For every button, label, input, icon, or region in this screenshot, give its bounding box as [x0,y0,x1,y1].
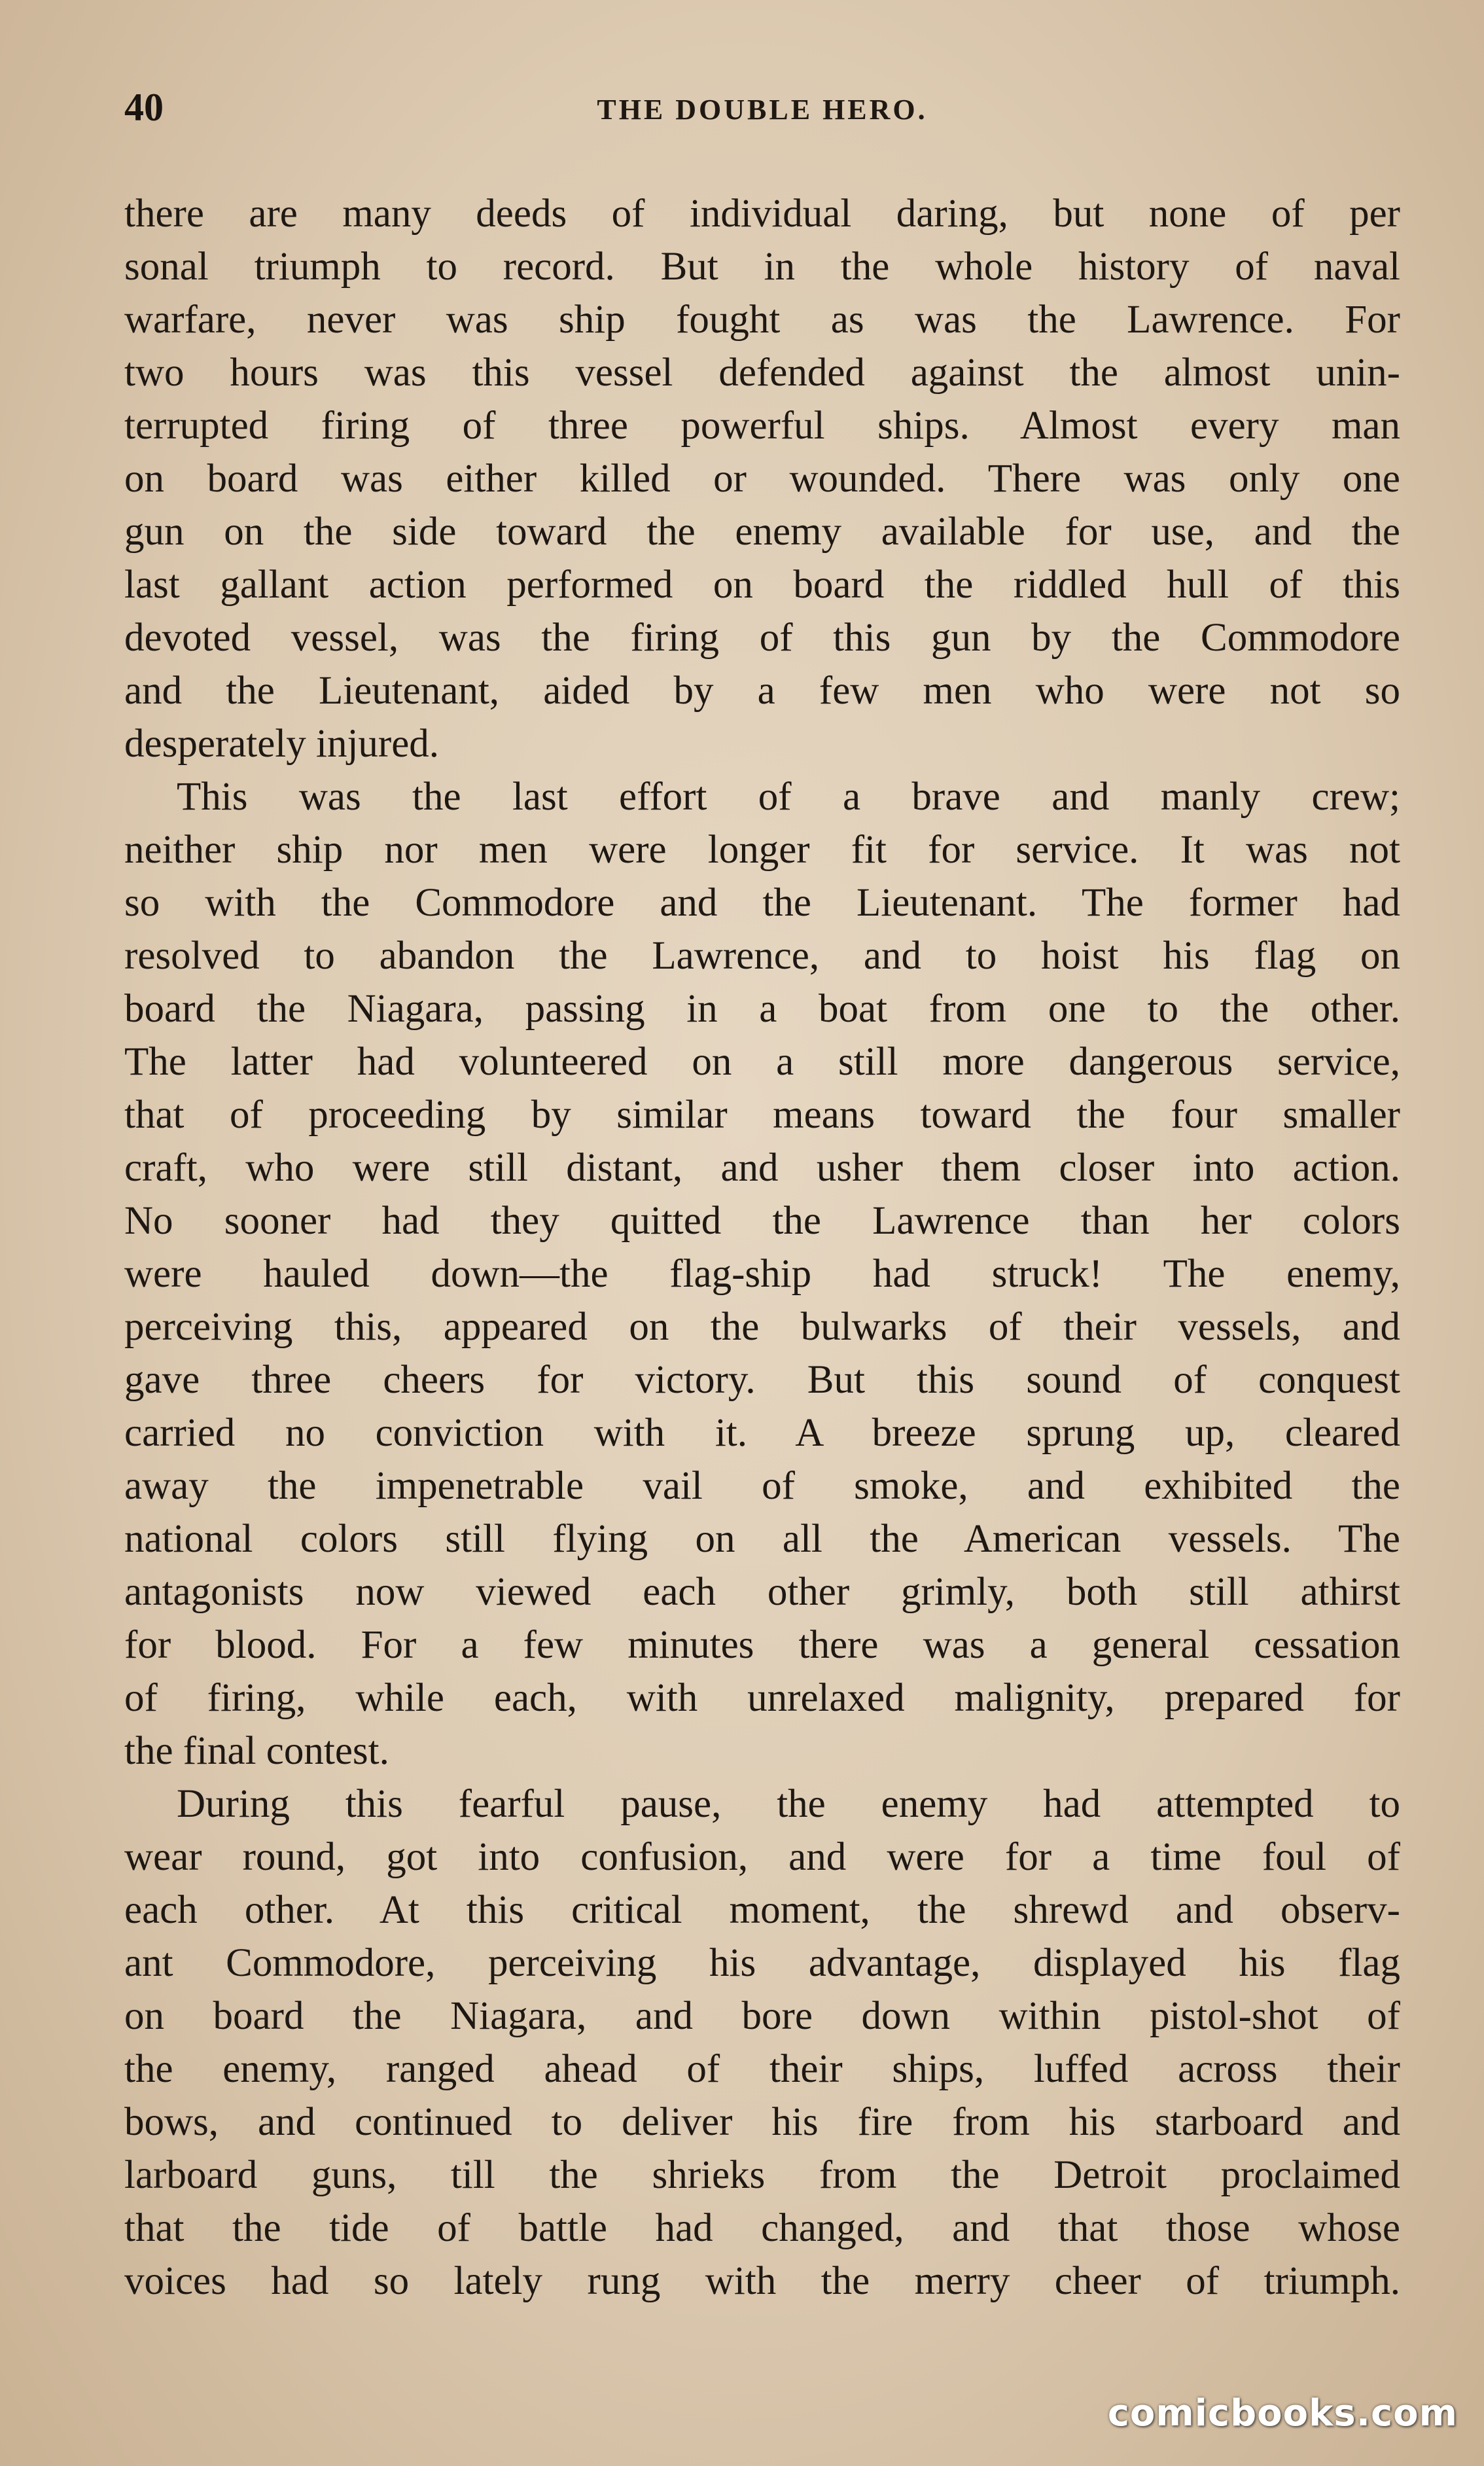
text-line: carried no conviction with it. A breeze sprung up, cleared [124,1411,1400,1455]
text-line: antagonists now viewed each other grimly, both still athirst [124,1570,1400,1614]
text-line: each other. At this critical moment, the shrewd and observ- [124,1888,1400,1932]
body-text [124,187,1400,2308]
text-line: there are many deeds of individual daring, but none of per [124,192,1400,236]
text-line: voices had so lately rung with the merry cheer of triumph. [124,2259,1400,2303]
text-line: warfare, never was ship fought as was the Lawrence. For [124,298,1400,342]
text-line: larboard guns, till the shrieks from the Detroit proclaimed [124,2153,1400,2197]
text-line: two hours was this vessel defended against the almost unin- [124,351,1400,395]
watermark: comicbooks.com [1107,2392,1458,2435]
text-line: the final contest. [124,1729,389,1773]
text-line: and the Lieutenant, aided by a few men who were not so [124,669,1400,713]
text-line: on board was either killed or wounded. There was only one [124,457,1400,501]
text-line: neither ship nor men were longer fit for service. It was not [124,828,1400,872]
running-head: THE DOUBLE HERO. [597,94,928,126]
text-line: sonal triumph to record. But in the whole history of naval [124,245,1400,289]
text-line: wear round, got into confusion, and were for a time foul of [124,1835,1400,1879]
text-line: perceiving this, appeared on the bulwarks of their vessels, and [124,1305,1400,1349]
text-line: devoted vessel, was the firing of this gun by the Commodore [124,616,1400,660]
text-line: that of proceeding by similar means toward the four smaller [124,1093,1400,1137]
text-line: of firing, while each, with unrelaxed malignity, prepared for [124,1676,1400,1720]
text-line: No sooner had they quitted the Lawrence than her colors [124,1199,1400,1243]
text-line: The latter had volunteered on a still more dangerous service, [124,1040,1400,1084]
text-line: the enemy, ranged ahead of their ships, luffed across their [124,2047,1400,2091]
text-line: last gallant action performed on board the riddled hull of this [124,563,1400,607]
text-line: This was the last effort of a brave and manly crew; [177,775,1400,819]
text-line: for blood. For a few minutes there was a general cessation [124,1623,1400,1667]
text-line: terrupted firing of three powerful ships. Almost every man [124,404,1400,448]
page-number: 40 [124,86,164,129]
text-line: desperately injured. [124,722,440,766]
text-line: craft, who were still distant, and usher them closer into action. [124,1146,1400,1190]
text-line: were hauled down—the flag-ship had struck! The enemy, [124,1252,1400,1296]
text-line: bows, and continued to deliver his fire from his starboard and [124,2100,1400,2144]
text-line: gave three cheers for victory. But this sound of conquest [124,1358,1400,1402]
text-line: ant Commodore, perceiving his advantage, displayed his flag [124,1941,1400,1985]
text-line: on board the Niagara, and bore down within pistol-shot of [124,1994,1400,2038]
page-header [124,85,1400,137]
text-line: board the Niagara, passing in a boat from one to the other. [124,987,1400,1031]
text-line: national colors still flying on all the American vessels. The [124,1517,1400,1561]
text-line: that the tide of battle had changed, and that those whose [124,2206,1400,2250]
text-line: During this fearful pause, the enemy had attempted to [177,1782,1400,1826]
text-line: away the impenetrable vail of smoke, and exhibited the [124,1464,1400,1508]
text-line: so with the Commodore and the Lieutenant. The former had [124,881,1400,925]
text-line: resolved to abandon the Lawrence, and to hoist his flag on [124,934,1400,978]
text-line: gun on the side toward the enemy available for use, and the [124,510,1400,554]
